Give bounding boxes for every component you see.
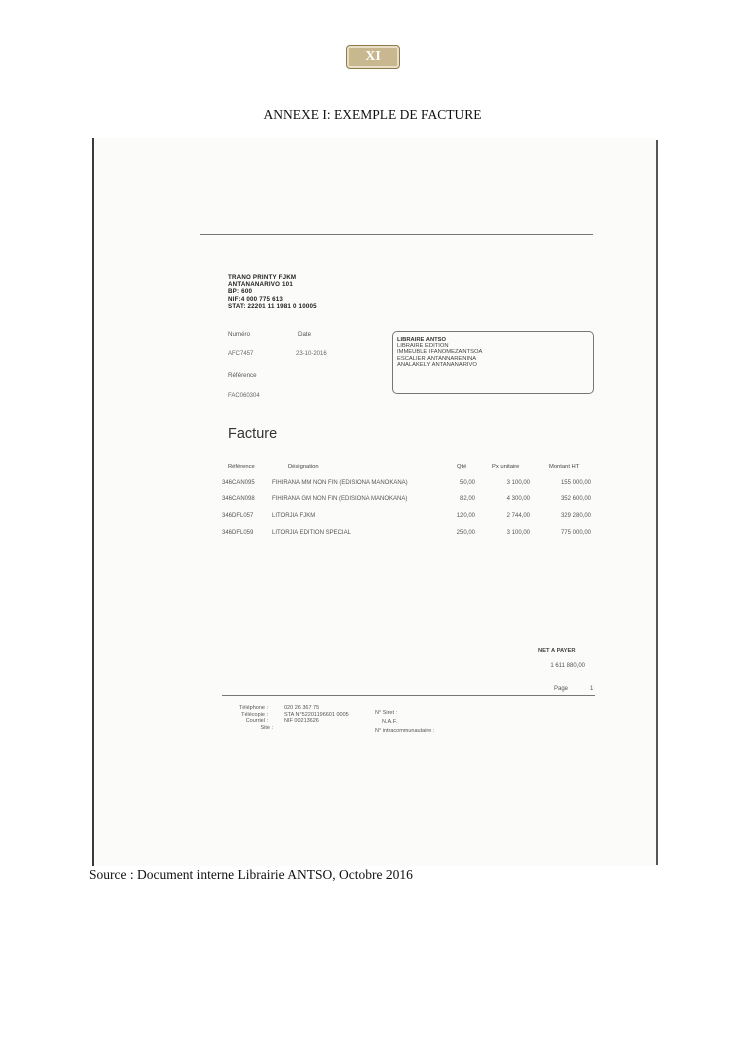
cell-designation: FIHIRANA GM NON FIN (EDISIONA MANOKANA) (272, 496, 408, 502)
cell-designation: FIHIRANA MM NON FIN (EDISIONA MANOKANA) (272, 480, 408, 486)
cell-amount: 352 600,00 (560, 496, 591, 502)
footer-label: Téléphone : (238, 705, 268, 711)
net-to-pay-amount: 1 611 880,00 (550, 663, 585, 669)
scan-edge-right (656, 140, 658, 865)
footer-right (375, 709, 434, 736)
cell-ref: 346CAN095 (222, 480, 255, 486)
page-number-badge: XI (346, 45, 400, 69)
footer-right-line: N° intracommunautaire : (375, 728, 435, 734)
issuer-line: STAT: 22201 11 1981 0 10005 (228, 302, 317, 310)
net-to-pay-label: NET A PAYER (538, 648, 576, 654)
footer-value: NIF 00213626 (284, 718, 319, 725)
client-line: LIBRAIRE ANTSO (397, 337, 447, 343)
col-header-amount: Montant HT (549, 464, 580, 470)
footer-label: Courriel : (245, 718, 268, 725)
col-header-designation: Désignation (288, 464, 319, 470)
issuer-block (228, 274, 317, 310)
issuer-line: NIF:4 000 775 613 (228, 295, 283, 303)
reference-label: Référence (228, 372, 257, 379)
footer-labels (228, 705, 273, 731)
cell-price: 2 744,00 (506, 513, 530, 519)
client-address-box (392, 331, 594, 394)
date-value: 23-10-2016 (296, 351, 327, 357)
numero-label: Numéro (228, 331, 251, 338)
issuer-line: TRANO PRINTY FJKM (228, 274, 297, 281)
col-header-price: Px unitaire (492, 464, 520, 470)
page-value: 1 (590, 686, 594, 692)
footer-values (284, 705, 349, 725)
footer-right-line: N.A.F. (382, 719, 397, 725)
numero-value: AFC7457 (228, 351, 254, 357)
cell-designation: LITORJIA FJKM (272, 513, 316, 519)
col-header-qty: Qté (457, 464, 467, 470)
scan-edge-left (92, 138, 94, 866)
footer-value: STA N°52201196601 0005 (284, 711, 349, 718)
reference-value: FAC060304 (228, 393, 260, 399)
footer-value: 020 26 367 75 (284, 705, 320, 711)
cell-qty: 82,00 (459, 496, 475, 502)
cell-qty: 50,00 (459, 480, 475, 486)
client-line: ANALAKELY ANTANANARIVO (397, 361, 477, 368)
cell-amount: 775 000,00 (560, 530, 591, 536)
footer-rule (222, 695, 595, 696)
cell-amount: 329 280,00 (560, 513, 591, 519)
cell-price: 4 300,00 (506, 496, 530, 502)
client-line: LIBRAIRE EDITION (397, 343, 449, 350)
issuer-line: ANTANANARIVO 101 (228, 281, 293, 289)
client-line: IMMEUBLE IFANOMEZANTSOA (397, 349, 483, 356)
cell-ref: 346CAN098 (222, 496, 255, 502)
footer-right-line: N° Siret : (375, 710, 398, 716)
source-caption: Source : Document interne Librairie ANTSO, Octobre 2016 (89, 867, 413, 882)
cell-price: 3 100,00 (506, 530, 530, 536)
col-header-ref: Référence (228, 464, 255, 470)
cell-price: 3 100,00 (506, 480, 530, 486)
issuer-line: BP: 600 (228, 288, 253, 296)
cell-amount: 155 000,00 (560, 480, 591, 486)
footer-label: Site : (260, 724, 273, 731)
cell-ref: 346DFL059 (222, 530, 254, 536)
annex-heading: ANNEXE I: EXEMPLE DE FACTURE (263, 107, 482, 122)
scanned-invoice (92, 138, 658, 866)
client-line: ESCALIER ANTANNARENINA (397, 355, 477, 362)
footer-label: Télécopie : (241, 711, 268, 718)
cell-qty: 120,00 (456, 513, 475, 519)
invoice-title: Facture (228, 426, 278, 442)
top-rule (200, 234, 593, 235)
cell-qty: 250,00 (456, 530, 475, 536)
date-label: Date (298, 331, 312, 338)
cell-designation: LITORJIA EDITION SPECIAL (272, 530, 351, 536)
cell-ref: 346DFL057 (222, 513, 254, 519)
page-label: Page (554, 686, 569, 692)
